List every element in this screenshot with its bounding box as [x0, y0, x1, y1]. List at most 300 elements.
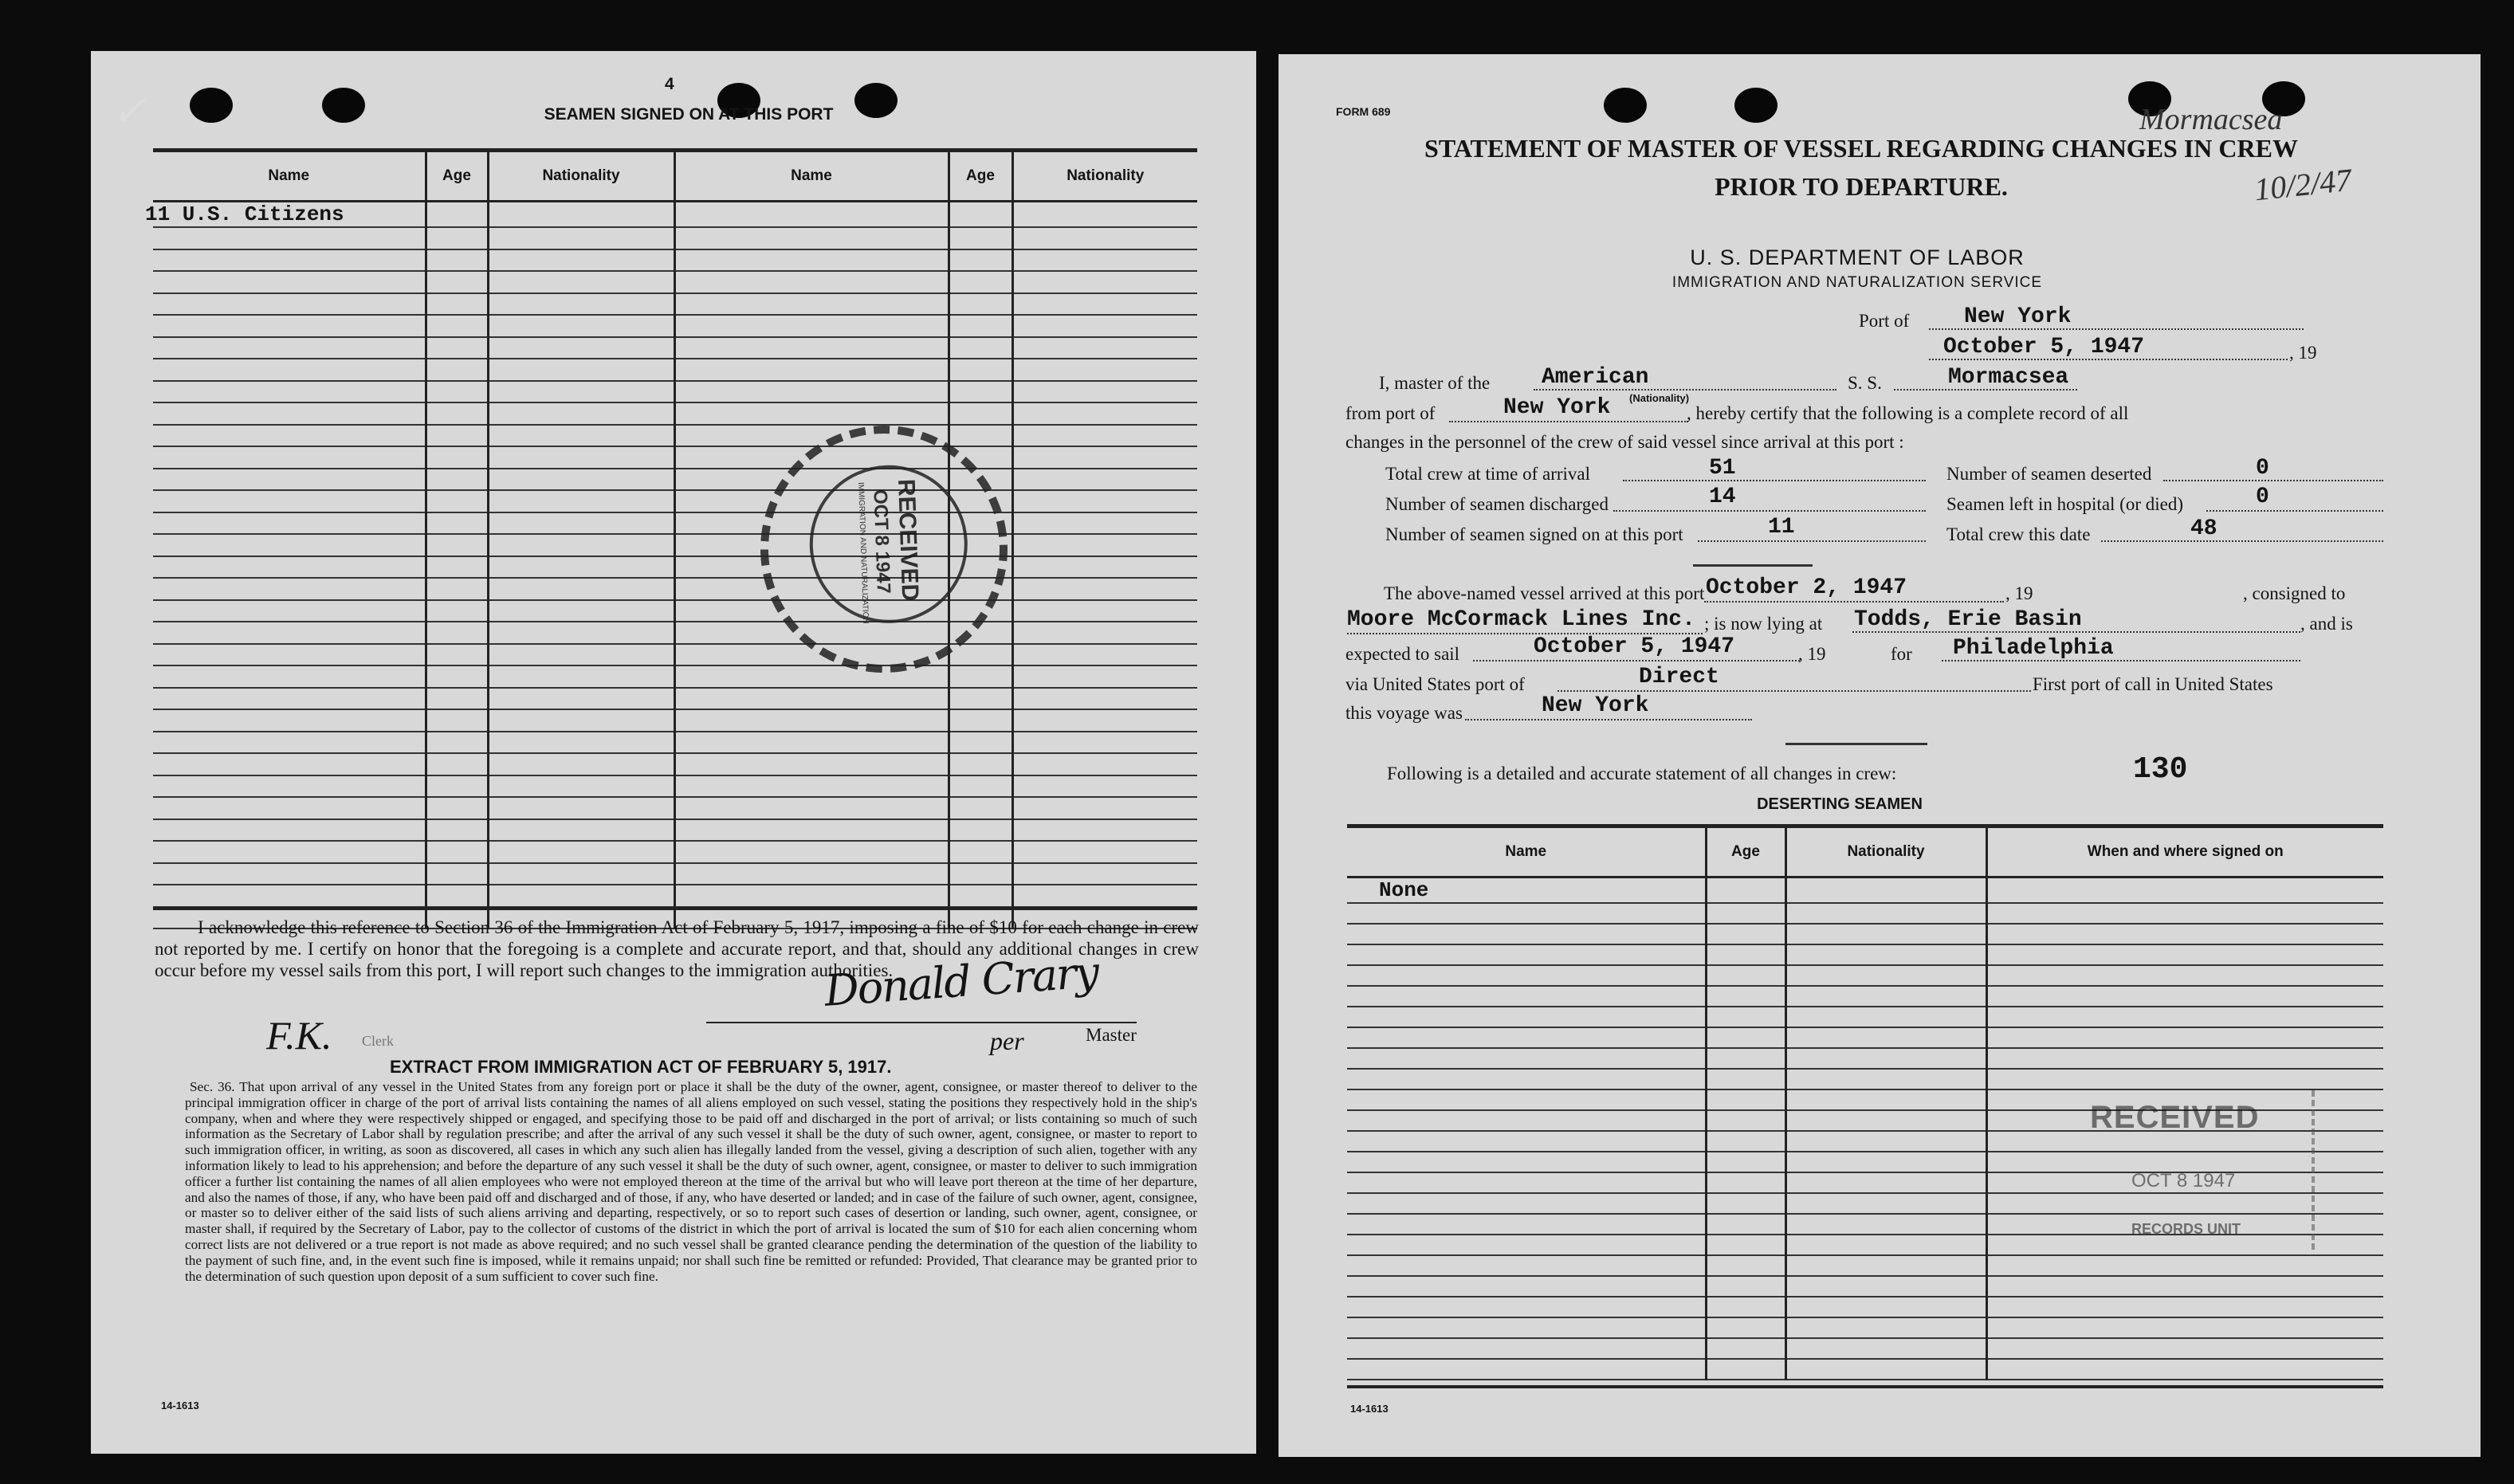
table-cell	[153, 469, 426, 491]
table-cell	[1986, 877, 2383, 904]
table-cell	[1785, 1069, 1986, 1089]
table-cell	[1012, 202, 1197, 228]
punch-hole	[322, 88, 365, 123]
table-cell	[949, 271, 1012, 293]
certify-text: , hereby certify that the following is a complete record of all	[1687, 403, 2129, 423]
table-cell	[488, 732, 674, 754]
table-cell	[153, 688, 426, 710]
table-cell	[1012, 665, 1197, 688]
table-cell	[426, 688, 488, 710]
section-36-text: Sec. 36. That upon arrival of any vessel in the United States from any foreign port or place it shall be the duty of the owner, agent, consignee, or master thereof to deliver to the principal immigration officer in charge of the port of arrival lists containing the names of all aliens employed on such vessel, stating the positions they respectively hold in the ship's company, when and where they were respectively shipped or engaged, and specifying those to be paid off and discharged in the port of arrival; or lists containing so much of such information as the Secretary of Labor shall by regulation prescribe; and after the arrival of any such vessel it shall be the duty of such owner, agent, consignee, or master to report to such immigration officer, in writing, as soon as discovered, all cases in which any such alien has illegally landed from the vessel, giving a description of such alien, together with any information likely to lead to his apprehension; and before the departure of any such vessel it shall be the duty of such owner, agent, consignee, or master to deliver to such immigration officer a further list containing the names of all alien employees who were not employed thereon at the time of the arrival but who will leave port thereon at the time of her departure, and also the names of those, if any, who have been paid off and discharged and of those, if any, who have deserted or landed; and in case of the failure of such owner, agent, consignee, or master so to deliver either of the said lists of such aliens arriving and departing, respectively, or so to report such cases of desertion or landing, such owner, agent, consignee, or master shall, if required by the Secretary of Labor, pay to the collector of customs of the district in which the port of arrival is located the sum of $10 for each alien concerning whom correct lists are not delivered or a true report is not made as above required; and no such vessel shall be granted clearance pending the determination of the question of the liability to the payment of such fine, and, in the event such fine is imposed, while it remains unpaid; nor shall such fine be remitted or refunded: Provided, That clearance may be granted prior to the determination of such question upon deposit of a sum sufficient to cover such fine.	[185, 1079, 1197, 1284]
col-header-nationality: Nationality	[1785, 826, 1986, 877]
table-cell	[1986, 1027, 2383, 1048]
table-row	[153, 688, 1197, 710]
table-cell	[488, 202, 674, 228]
from-port-label: from port of	[1345, 403, 1436, 423]
hospital-label: Seamen left in hospital (or died)	[1946, 494, 2184, 514]
table-cell	[949, 402, 1012, 425]
punch-hole	[1604, 88, 1647, 123]
table-cell	[153, 556, 426, 579]
table-row	[1347, 1297, 2383, 1317]
table-row	[1347, 1276, 2383, 1297]
table-cell	[426, 381, 488, 403]
table-cell	[949, 293, 1012, 316]
col-header-age: Age	[1706, 826, 1785, 877]
ss-label: S. S.	[1848, 373, 1882, 393]
master-of-label: I, master of the	[1379, 373, 1491, 393]
form-title-line2: PRIOR TO DEPARTURE.	[1715, 172, 2008, 201]
total-crew-arrival-value: 51	[1709, 456, 1736, 481]
table-cell	[949, 227, 1012, 249]
table-cell	[674, 709, 949, 732]
for-value: Philadelphia	[1953, 636, 2114, 661]
first-entry: 11 U.S. Citizens	[145, 202, 418, 228]
table-row	[153, 202, 1197, 228]
table-cell	[488, 512, 674, 535]
table-cell	[949, 885, 1012, 907]
table-cell	[1986, 1359, 2383, 1380]
table-cell	[1012, 490, 1197, 512]
table-cell	[153, 249, 426, 272]
table-cell	[1785, 1338, 1986, 1359]
table-cell	[153, 534, 426, 556]
expected-suffix: , 19	[1798, 644, 1826, 664]
table-cell	[153, 578, 426, 600]
table-cell	[1785, 1007, 1986, 1027]
table-cell	[1785, 944, 1986, 965]
table-row	[1347, 1317, 2383, 1338]
handwritten-date: 10/2/47	[2252, 161, 2354, 208]
table-cell	[1012, 622, 1197, 644]
table-cell	[1986, 1048, 2383, 1069]
table-cell	[1706, 1172, 1785, 1193]
table-cell	[426, 600, 488, 622]
table-cell	[674, 797, 949, 819]
table-cell	[1012, 249, 1197, 272]
voyage-label: this voyage was	[1345, 703, 1463, 723]
table-cell	[1347, 1255, 1706, 1276]
table-cell	[1012, 534, 1197, 556]
date-value: October 5, 1947	[1943, 335, 2145, 359]
table-cell	[153, 753, 426, 775]
signed-on-value: 11	[1768, 515, 1795, 540]
table-cell	[1785, 1110, 1986, 1131]
table-cell	[1347, 1048, 1706, 1069]
table-row	[1347, 1007, 2383, 1027]
table-cell	[1347, 1317, 1706, 1338]
table-cell	[1347, 924, 1706, 944]
table-cell	[1347, 1338, 1706, 1359]
table-cell	[1785, 1172, 1986, 1193]
table-row	[153, 381, 1197, 403]
table-cell	[1012, 337, 1197, 359]
table-cell	[153, 512, 426, 535]
table-cell	[153, 885, 426, 907]
table-cell	[1012, 469, 1197, 491]
table-cell	[488, 469, 674, 491]
table-cell	[1012, 359, 1197, 381]
table-cell	[153, 665, 426, 688]
table-cell	[949, 202, 1012, 228]
table-cell	[1706, 1027, 1785, 1048]
table-cell	[1347, 1110, 1706, 1131]
clerk-label: Clerk	[362, 1033, 394, 1049]
table-cell	[488, 359, 674, 381]
table-cell	[426, 490, 488, 512]
table-cell	[949, 819, 1012, 842]
table-cell	[153, 622, 426, 644]
table-cell	[949, 709, 1012, 732]
discharged-value: 14	[1709, 485, 1736, 509]
table-cell	[426, 293, 488, 316]
table-cell	[1347, 1276, 1706, 1297]
table-cell	[1706, 1359, 1785, 1380]
table-row	[1347, 1048, 2383, 1069]
and-is-label: , and is	[2300, 614, 2353, 634]
table-cell	[1986, 924, 2383, 944]
table-cell	[1986, 965, 2383, 986]
table-cell	[426, 732, 488, 754]
table-cell	[153, 797, 426, 819]
table-cell	[426, 819, 488, 842]
first-entry: None	[1347, 877, 1706, 904]
table-cell	[426, 665, 488, 688]
table-row	[153, 600, 1197, 622]
nationality-caption: (Nationality)	[1629, 392, 1690, 404]
table-cell	[1986, 1069, 2383, 1089]
col-header-nationality: Nationality	[1012, 151, 1197, 202]
stamp-date-text: OCT 8 1947	[869, 489, 894, 595]
table-cell	[1347, 965, 1706, 986]
table-cell	[1785, 1089, 1986, 1110]
following-text: Following is a detailed and accurate statement of all changes in crew:	[1387, 764, 1897, 783]
table-row	[153, 797, 1197, 819]
table-cell	[488, 841, 674, 863]
table-cell	[426, 271, 488, 293]
table-row	[1347, 924, 2383, 944]
table-row	[153, 337, 1197, 359]
date-suffix: , 19	[2289, 343, 2317, 363]
table-cell	[153, 819, 426, 842]
table-cell	[1706, 877, 1785, 904]
table-cell	[1012, 600, 1197, 622]
table-cell	[1012, 381, 1197, 403]
lying-label: ; is now lying at	[1704, 614, 1823, 634]
table-row	[153, 556, 1197, 579]
table-cell	[426, 315, 488, 337]
table-cell	[1012, 797, 1197, 819]
table-row	[153, 841, 1197, 863]
table-cell	[1706, 1297, 1785, 1317]
table-cell	[153, 359, 426, 381]
table-row	[153, 863, 1197, 885]
table-cell	[1706, 1048, 1785, 1069]
table-cell	[674, 885, 949, 907]
table-cell	[153, 337, 426, 359]
table-row	[153, 402, 1197, 425]
table-cell	[488, 709, 674, 732]
table-cell	[1347, 1214, 1706, 1235]
table-row	[1347, 1338, 2383, 1359]
table-cell	[1706, 1007, 1785, 1027]
left-page	[91, 51, 1256, 1454]
table-cell	[488, 271, 674, 293]
table-cell	[1706, 1276, 1785, 1297]
master-label: Master	[1086, 1025, 1137, 1045]
table-row	[153, 512, 1197, 535]
table-cell	[153, 709, 426, 732]
table-cell	[1012, 293, 1197, 316]
table-cell	[1785, 877, 1986, 904]
table-cell	[1706, 1069, 1785, 1089]
table-cell	[1012, 271, 1197, 293]
table-cell	[1347, 1235, 1706, 1255]
nationality-value: American	[1542, 365, 1649, 390]
page-number: 4	[665, 75, 674, 93]
table-cell	[488, 797, 674, 819]
signature-line	[706, 1022, 1137, 1023]
table-cell	[1347, 1007, 1706, 1027]
arrived-label: The above-named vessel arrived at this port	[1384, 583, 1705, 603]
table-cell	[674, 841, 949, 863]
table-cell	[426, 578, 488, 600]
table-cell	[1785, 1027, 1986, 1048]
table-row	[1347, 1069, 2383, 1089]
table-cell	[153, 841, 426, 863]
table-cell	[1706, 1235, 1785, 1255]
table-cell	[674, 819, 949, 842]
table-cell	[1012, 446, 1197, 469]
col-header-when-where: When and where signed on	[1986, 826, 2383, 877]
table-row	[153, 622, 1197, 644]
table-row	[1347, 965, 2383, 986]
table-cell	[674, 753, 949, 775]
table-cell	[488, 227, 674, 249]
table-cell	[1785, 1235, 1986, 1255]
table-cell	[1785, 1359, 1986, 1380]
table-cell	[426, 841, 488, 863]
table-cell	[1785, 1152, 1986, 1172]
table-cell	[1706, 1214, 1785, 1235]
table-cell	[1347, 944, 1706, 965]
table-cell	[1347, 903, 1706, 924]
table-cell	[1785, 1255, 1986, 1276]
table-cell	[488, 534, 674, 556]
table-row	[153, 469, 1197, 491]
table-cell	[488, 249, 674, 272]
form-number: FORM 689	[1336, 105, 1391, 118]
handwritten-vessel: Mormacsea	[2139, 103, 2283, 136]
table-cell	[949, 732, 1012, 754]
col-header-age: Age	[426, 151, 488, 202]
table-cell	[1012, 644, 1197, 666]
col-header-age: Age	[949, 151, 1012, 202]
signature-per: per	[990, 1027, 1024, 1055]
table-cell	[488, 425, 674, 447]
table-cell	[949, 841, 1012, 863]
table-row	[153, 293, 1197, 316]
port-of-value: New York	[1964, 304, 2072, 329]
punch-hole	[190, 88, 233, 123]
table-cell	[426, 644, 488, 666]
table-cell	[1012, 425, 1197, 447]
table-cell	[426, 402, 488, 425]
check-mark: ✓	[112, 89, 147, 135]
table-cell	[488, 753, 674, 775]
table-cell	[488, 885, 674, 907]
table-row	[153, 819, 1197, 842]
table-row	[1347, 1359, 2383, 1380]
table-cell	[153, 732, 426, 754]
table-cell	[1785, 1131, 1986, 1152]
deserting-title: DESERTING SEAMEN	[1757, 795, 1923, 813]
total-crew-date-value: 48	[2190, 516, 2217, 541]
table-cell	[1012, 819, 1197, 842]
table-cell	[1785, 986, 1986, 1007]
table-cell	[488, 446, 674, 469]
clerk-initials: F.K.	[266, 1013, 332, 1058]
table-cell	[153, 381, 426, 403]
table-cell	[153, 490, 426, 512]
table-cell	[426, 227, 488, 249]
table-cell	[1986, 986, 2383, 1007]
table-cell	[1706, 986, 1785, 1007]
table-row	[153, 709, 1197, 732]
table-cell	[1706, 1193, 1785, 1214]
table-row	[1347, 1027, 2383, 1048]
table-row	[153, 425, 1197, 447]
table-cell	[949, 775, 1012, 798]
table-cell	[674, 732, 949, 754]
table-cell	[1012, 732, 1197, 754]
table-cell	[1347, 1027, 1706, 1048]
table-cell	[1706, 1255, 1785, 1276]
table-cell	[949, 797, 1012, 819]
table-cell	[949, 425, 1012, 447]
table-row	[153, 775, 1197, 798]
table-cell	[488, 402, 674, 425]
table-row	[153, 644, 1197, 666]
voyage-value: New York	[1542, 693, 1649, 718]
stamp-received-text: RECEIVED	[2090, 1100, 2260, 1135]
table-row	[1347, 903, 2383, 924]
changes-text: changes in the personnel of the crew of said vessel since arrival at this port :	[1345, 432, 1904, 452]
table-cell	[674, 775, 949, 798]
first-port-label: First port of call in United States	[2033, 674, 2273, 694]
table-cell	[1012, 512, 1197, 535]
table-cell	[1347, 986, 1706, 1007]
table-cell	[949, 688, 1012, 710]
table-cell	[1986, 1317, 2383, 1338]
page-title: SEAMEN SIGNED ON AT THIS PORT	[544, 105, 834, 124]
table-cell	[674, 315, 949, 337]
right-page	[1279, 54, 2481, 1457]
table-cell	[488, 622, 674, 644]
table-cell	[1785, 1214, 1986, 1235]
table-cell	[1986, 1276, 2383, 1297]
table-cell	[488, 293, 674, 316]
table-cell	[949, 249, 1012, 272]
col-header-nationality: Nationality	[488, 151, 674, 202]
table-cell	[1012, 709, 1197, 732]
table-cell	[1706, 944, 1785, 965]
table-cell	[1706, 965, 1785, 986]
master-signature: Donald Crary	[823, 947, 1100, 1016]
table-cell	[426, 885, 488, 907]
total-crew-arrival-label: Total crew at time of arrival	[1385, 464, 1591, 484]
arrived-suffix: , 19	[2005, 583, 2033, 603]
deserted-value: 0	[2256, 456, 2269, 481]
table-cell	[153, 293, 426, 316]
table-cell	[674, 202, 949, 228]
table-cell	[426, 556, 488, 579]
table-cell	[674, 688, 949, 710]
table-cell	[1347, 1069, 1706, 1089]
table-cell	[949, 337, 1012, 359]
table-cell	[1347, 1089, 1706, 1110]
seamen-signed-table	[145, 148, 1197, 929]
table-cell	[488, 863, 674, 885]
table-cell	[426, 446, 488, 469]
table-cell	[1706, 1131, 1785, 1152]
table-cell	[1706, 1110, 1785, 1131]
records-stamp	[2084, 1090, 2315, 1266]
table-cell	[1347, 1297, 1706, 1317]
consignee-value: Moore McCormack Lines Inc.	[1347, 607, 1695, 632]
table-cell	[1347, 1172, 1706, 1193]
table-cell	[1785, 1276, 1986, 1297]
table-row	[153, 490, 1197, 512]
table-cell	[426, 425, 488, 447]
table-cell	[949, 863, 1012, 885]
table-cell	[1706, 1338, 1785, 1359]
arrived-value: October 2, 1947	[1706, 575, 1907, 600]
acknowledgement-text: I acknowledge this reference to Section 36 of the Immigration Act of February 5, 1917, imposing a fine of $10 for each change in crew not reported by me. I certify on honor that the foregoing is a complete and accurate report, and that, should any additional changes in crew occur before my vessel sails from this port, I will report such changes to the immigration authorities.	[155, 917, 1199, 980]
consigned-label: , consigned to	[2243, 583, 2346, 603]
col-header-name: Name	[1347, 826, 1706, 877]
table-cell	[674, 249, 949, 272]
table-bottom-rule	[1347, 1385, 2383, 1388]
stamp-records-text: RECORDS UNIT	[2131, 1221, 2241, 1237]
table-cell	[426, 534, 488, 556]
col-header-name: Name	[153, 151, 426, 202]
table-cell	[426, 797, 488, 819]
table-cell	[674, 402, 949, 425]
total-crew-date-label: Total crew this date	[1946, 524, 2091, 544]
table-row	[153, 359, 1197, 381]
table-cell	[488, 381, 674, 403]
table-cell	[1785, 1297, 1986, 1317]
table-cell	[1706, 924, 1785, 944]
signed-on-label: Number of seamen signed on at this port	[1385, 524, 1683, 544]
ss-value: Mormacsea	[1948, 365, 2069, 390]
table-cell	[1986, 944, 2383, 965]
table-row	[153, 732, 1197, 754]
table-cell	[674, 271, 949, 293]
table-cell	[426, 775, 488, 798]
table-cell	[1012, 227, 1197, 249]
service: IMMIGRATION AND NATURALIZATION SERVICE	[1671, 274, 2043, 291]
via-label: via United States port of	[1345, 674, 1525, 694]
table-cell	[674, 337, 949, 359]
table-cell	[426, 622, 488, 644]
table-cell	[1986, 903, 2383, 924]
table-cell	[1785, 924, 1986, 944]
table-cell	[949, 315, 1012, 337]
code-number: 130	[2133, 752, 2188, 787]
table-row	[1347, 986, 2383, 1007]
table-cell	[1785, 1193, 1986, 1214]
